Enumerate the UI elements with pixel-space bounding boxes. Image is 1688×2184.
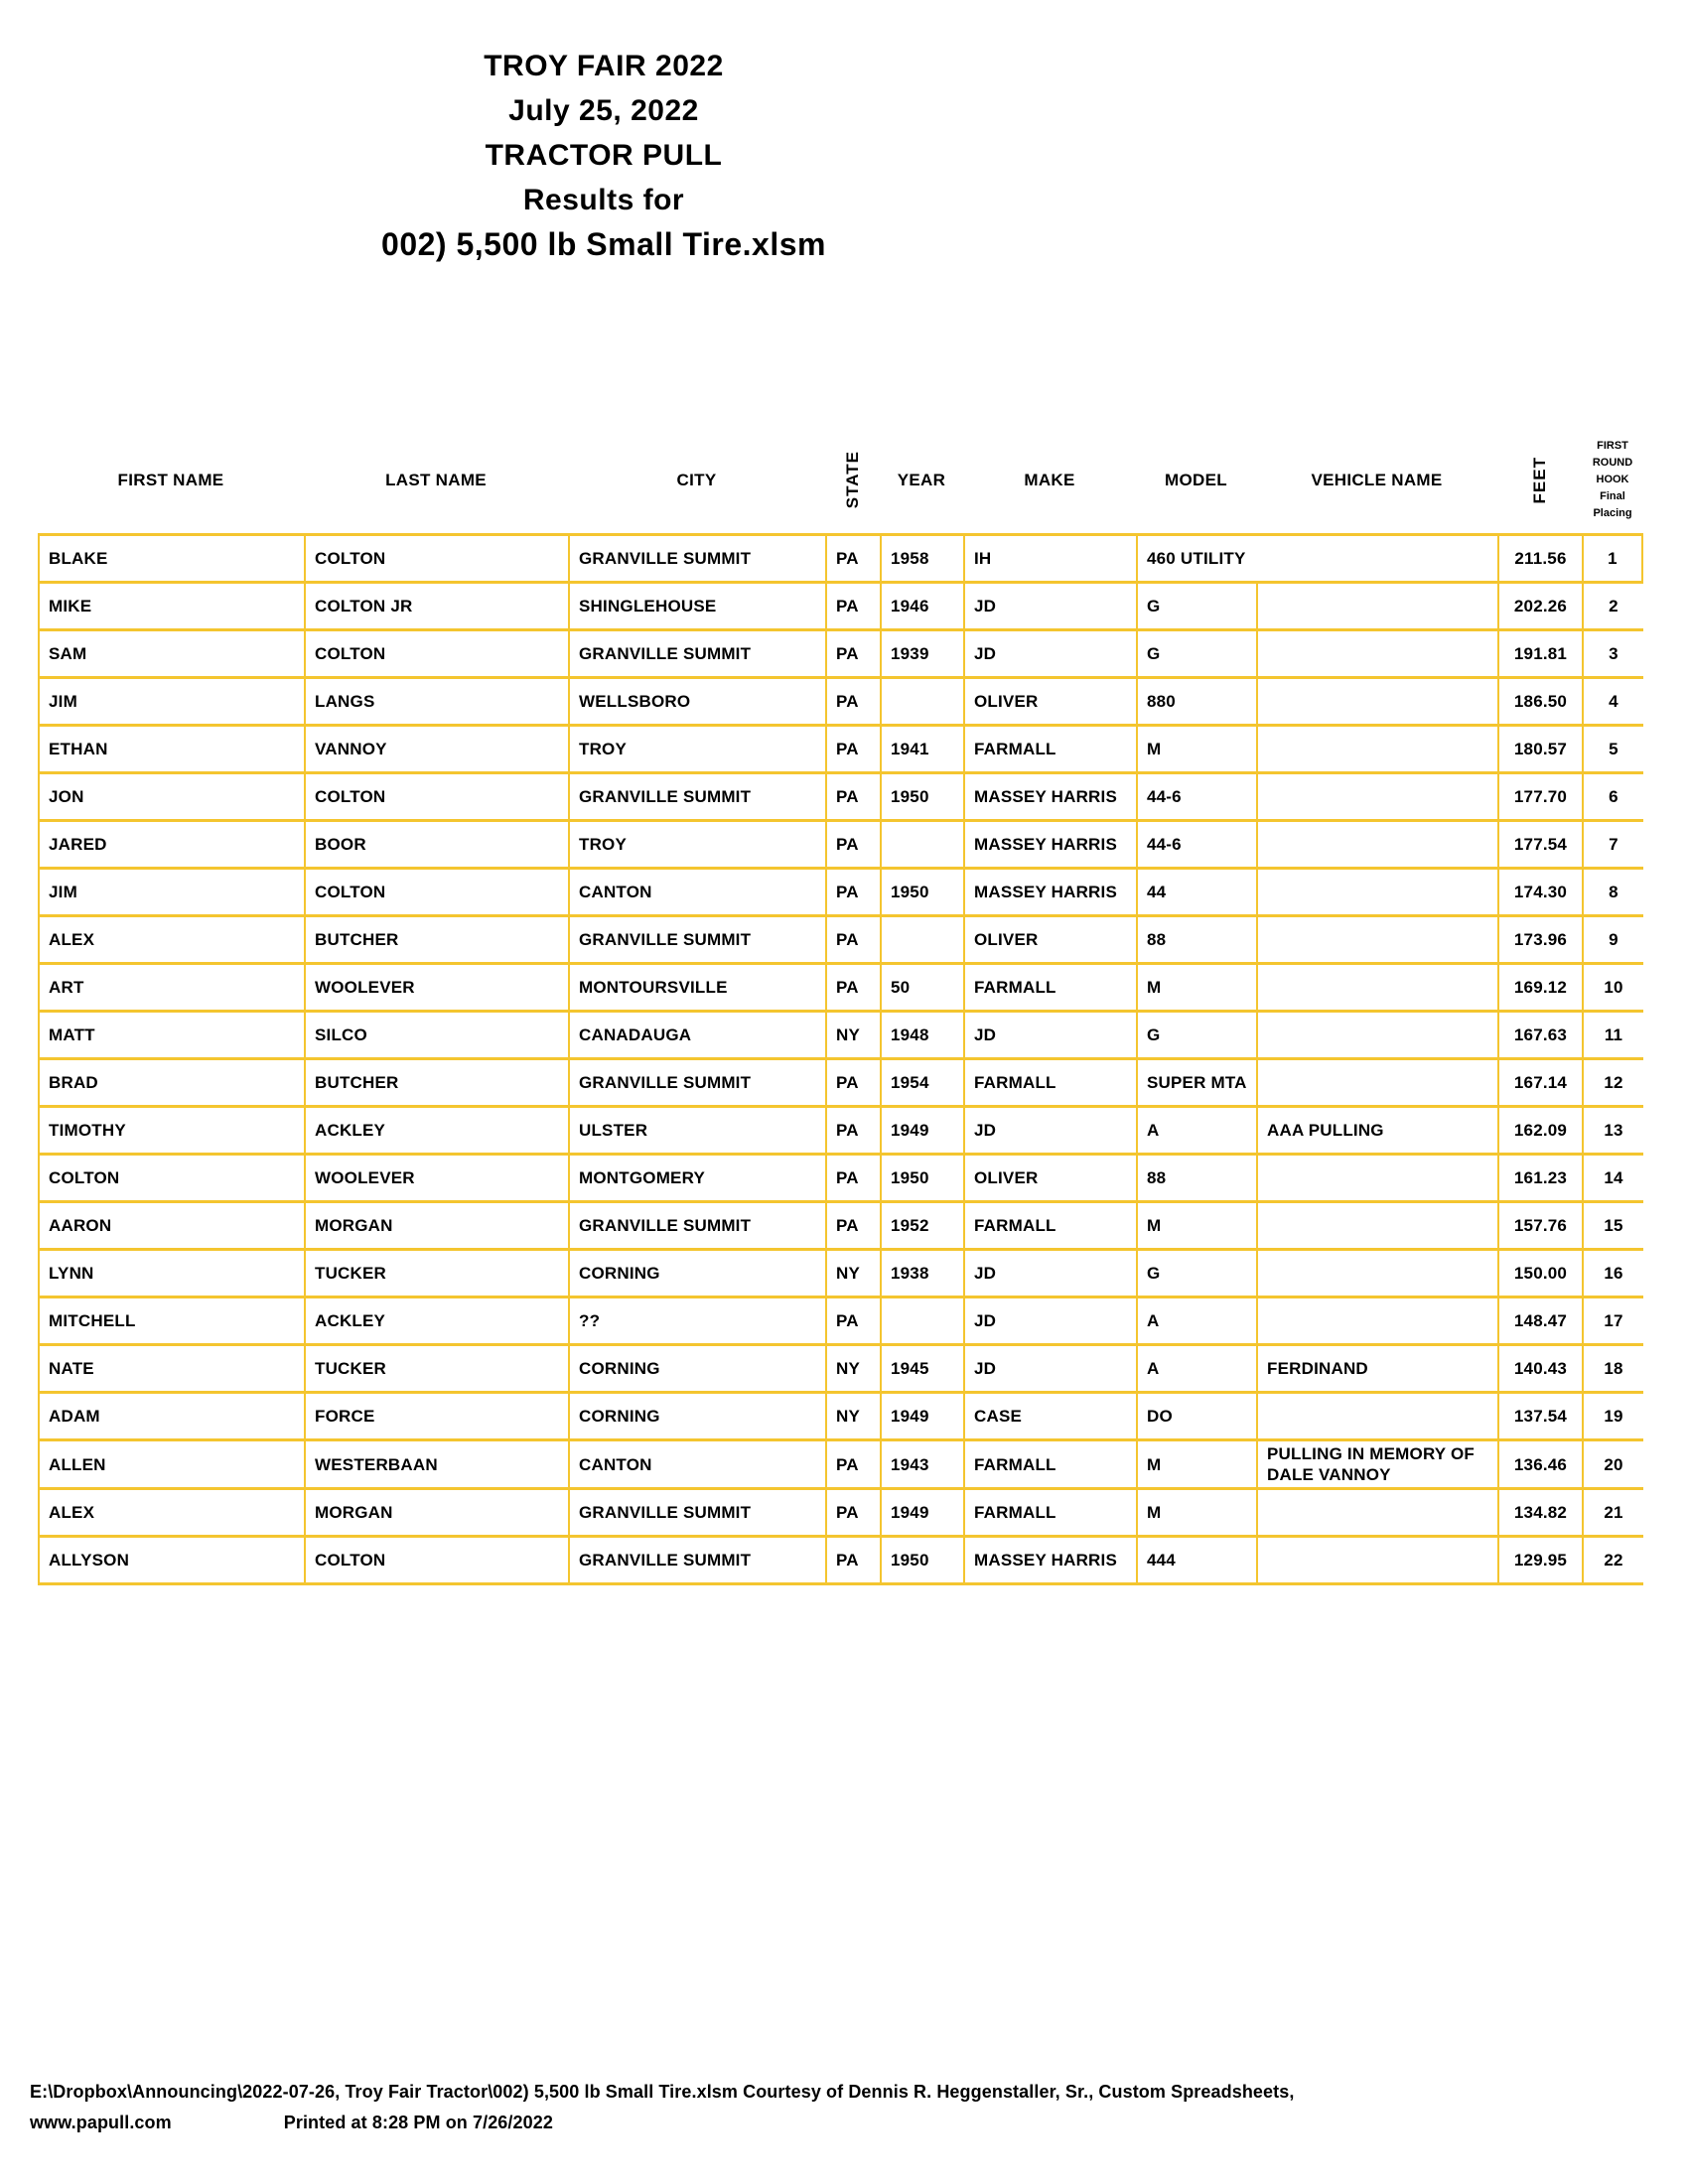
table-row [38, 1060, 1643, 1108]
cell-city: CORNING [568, 1346, 825, 1391]
cell-model: M [1136, 1490, 1256, 1535]
cell-city: CANTON [568, 870, 825, 914]
cell-city: GRANVILLE SUMMIT [568, 1538, 825, 1582]
cell-city: TROY [568, 822, 825, 867]
cell-place: 18 [1582, 1346, 1643, 1391]
cell-vehicle [1256, 584, 1497, 628]
cell-city: GRANVILLE SUMMIT [568, 1060, 825, 1105]
table-row [38, 822, 1643, 870]
cell-make: MASSEY HARRIS [963, 1538, 1136, 1582]
cell-year: 1948 [880, 1013, 963, 1057]
cell-city: SHINGLEHOUSE [568, 584, 825, 628]
cell-year: 1939 [880, 631, 963, 676]
cell-place: 5 [1582, 727, 1643, 771]
cell-vehicle [1256, 1298, 1497, 1343]
table-row [38, 870, 1643, 917]
cell-year: 1946 [880, 584, 963, 628]
table-row [38, 1490, 1643, 1538]
cell-city: GRANVILLE SUMMIT [568, 774, 825, 819]
cell-make: FARMALL [963, 727, 1136, 771]
cell-state: PA [825, 1203, 880, 1248]
hook-line-3: Final Placing [1593, 490, 1632, 519]
col-header-last-name: LAST NAME [385, 470, 487, 489]
cell-make: JD [963, 584, 1136, 628]
cell-vehicle [1256, 1203, 1497, 1248]
cell-feet: 129.95 [1497, 1538, 1582, 1582]
cell-year: 1958 [880, 536, 963, 581]
cell-last: TUCKER [304, 1346, 568, 1391]
table-row [38, 679, 1643, 727]
cell-last: COLTON [304, 870, 568, 914]
cell-city: CANADAUGA [568, 1013, 825, 1057]
cell-model: G [1136, 1251, 1256, 1296]
cell-place: 4 [1582, 679, 1643, 724]
cell-year [880, 822, 963, 867]
results-filename: 002) 5,500 lb Small Tire.xlsm [381, 226, 826, 262]
cell-state: PA [825, 679, 880, 724]
cell-year: 50 [880, 965, 963, 1010]
cell-state: PA [825, 822, 880, 867]
cell-make: IH [963, 536, 1136, 581]
cell-city: CORNING [568, 1394, 825, 1438]
cell-vehicle [1256, 917, 1497, 962]
cell-first: LYNN [38, 1251, 304, 1296]
cell-place: 20 [1582, 1441, 1643, 1487]
cell-make: JD [963, 1251, 1136, 1296]
cell-last: BOOR [304, 822, 568, 867]
cell-last: VANNOY [304, 727, 568, 771]
cell-year: 1949 [880, 1108, 963, 1153]
cell-make: FARMALL [963, 965, 1136, 1010]
cell-place: 3 [1582, 631, 1643, 676]
cell-feet: 177.70 [1497, 774, 1582, 819]
cell-place: 10 [1582, 965, 1643, 1010]
table-row [38, 1108, 1643, 1156]
cell-year: 1954 [880, 1060, 963, 1105]
cell-year: 1949 [880, 1394, 963, 1438]
table-row [38, 1251, 1643, 1298]
cell-last: WOOLEVER [304, 1156, 568, 1200]
cell-model: 88 [1136, 917, 1256, 962]
cell-year: 1949 [880, 1490, 963, 1535]
cell-city: GRANVILLE SUMMIT [568, 1203, 825, 1248]
cell-first: MITCHELL [38, 1298, 304, 1343]
cell-first: ALEX [38, 917, 304, 962]
cell-city: WELLSBORO [568, 679, 825, 724]
cell-feet: 186.50 [1497, 679, 1582, 724]
col-header-city: CITY [676, 470, 717, 489]
event-title: TROY FAIR 2022 [484, 50, 724, 82]
cell-state: NY [825, 1346, 880, 1391]
cell-feet: 137.54 [1497, 1394, 1582, 1438]
cell-vehicle [1256, 774, 1497, 819]
cell-city: MONTGOMERY [568, 1156, 825, 1200]
cell-place: 6 [1582, 774, 1643, 819]
cell-make: MASSEY HARRIS [963, 774, 1136, 819]
cell-first: ALLEN [38, 1441, 304, 1487]
cell-first: JIM [38, 679, 304, 724]
cell-state: PA [825, 870, 880, 914]
cell-first: BLAKE [38, 536, 304, 581]
cell-year [880, 917, 963, 962]
cell-year: 1938 [880, 1251, 963, 1296]
cell-model: M [1136, 1203, 1256, 1248]
cell-state: NY [825, 1013, 880, 1057]
hook-line-2: HOOK [1596, 474, 1629, 485]
cell-make: CASE [963, 1394, 1136, 1438]
cell-vehicle [1256, 1490, 1497, 1535]
cell-city: ?? [568, 1298, 825, 1343]
footer-website: www.papull.com [30, 2113, 172, 2132]
cell-feet: 169.12 [1497, 965, 1582, 1010]
table-row [38, 727, 1643, 774]
cell-state: NY [825, 1251, 880, 1296]
table-row [38, 1013, 1643, 1060]
cell-state: PA [825, 1108, 880, 1153]
cell-vehicle [1256, 870, 1497, 914]
cell-year: 1941 [880, 727, 963, 771]
col-header-vehicle-name: VEHICLE NAME [1311, 470, 1443, 489]
cell-model: A [1136, 1346, 1256, 1391]
cell-vehicle [1256, 727, 1497, 771]
cell-feet: 140.43 [1497, 1346, 1582, 1391]
cell-make: JD [963, 1298, 1136, 1343]
cell-first: JIM [38, 870, 304, 914]
cell-vehicle: AAA PULLING [1256, 1108, 1497, 1153]
cell-feet: 173.96 [1497, 917, 1582, 962]
cell-model: G [1136, 1013, 1256, 1057]
cell-last: COLTON [304, 631, 568, 676]
cell-model: G [1136, 584, 1256, 628]
cell-year: 1943 [880, 1441, 963, 1487]
cell-state: PA [825, 1060, 880, 1105]
table-header-row [38, 427, 1643, 533]
cell-state: PA [825, 1441, 880, 1487]
cell-place: 17 [1582, 1298, 1643, 1343]
table-row [38, 774, 1643, 822]
cell-state: PA [825, 1298, 880, 1343]
cell-last: ACKLEY [304, 1298, 568, 1343]
cell-first: ADAM [38, 1394, 304, 1438]
cell-first: NATE [38, 1346, 304, 1391]
cell-model: 44-6 [1136, 774, 1256, 819]
cell-city: CANTON [568, 1441, 825, 1487]
cell-feet: 136.46 [1497, 1441, 1582, 1487]
cell-state: NY [825, 1394, 880, 1438]
cell-model: M [1136, 965, 1256, 1010]
cell-last: WOOLEVER [304, 965, 568, 1010]
cell-feet: 157.76 [1497, 1203, 1582, 1248]
cell-place: 21 [1582, 1490, 1643, 1535]
cell-make: OLIVER [963, 917, 1136, 962]
cell-model: 44 [1136, 870, 1256, 914]
cell-model: A [1136, 1108, 1256, 1153]
col-header-state: STATE [842, 451, 862, 509]
cell-make: OLIVER [963, 1156, 1136, 1200]
cell-vehicle [1256, 1251, 1497, 1296]
cell-place: 9 [1582, 917, 1643, 962]
cell-feet: 177.54 [1497, 822, 1582, 867]
cell-model: M [1136, 727, 1256, 771]
event-type: TRACTOR PULL [485, 139, 723, 172]
cell-place: 16 [1582, 1251, 1643, 1296]
cell-last: MORGAN [304, 1203, 568, 1248]
cell-first: ART [38, 965, 304, 1010]
cell-state: PA [825, 917, 880, 962]
cell-place: 19 [1582, 1394, 1643, 1438]
cell-feet: 150.00 [1497, 1251, 1582, 1296]
table-row [38, 1394, 1643, 1441]
cell-first: ETHAN [38, 727, 304, 771]
cell-last: BUTCHER [304, 1060, 568, 1105]
cell-first: AARON [38, 1203, 304, 1248]
cell-first: MIKE [38, 584, 304, 628]
cell-last: FORCE [304, 1394, 568, 1438]
cell-last: BUTCHER [304, 917, 568, 962]
cell-city: MONTOURSVILLE [568, 965, 825, 1010]
cell-model: DO [1136, 1394, 1256, 1438]
cell-feet: 162.09 [1497, 1108, 1582, 1153]
cell-vehicle [1256, 965, 1497, 1010]
footer-filepath: E:\Dropbox\Announcing\2022-07-26, Troy Fair Tractor\002) 5,500 lb Small Tire.xlsm Courtesy of Dennis R. Heggenstaller, Sr., Custom Spreadsheets, [30, 2082, 1295, 2102]
cell-vehicle: PULLING IN MEMORY OF DALE VANNOY [1256, 1441, 1497, 1487]
cell-vehicle [1256, 631, 1497, 676]
col-header-feet: FEET [1529, 456, 1549, 504]
cell-feet: 191.81 [1497, 631, 1582, 676]
table-row [38, 1441, 1643, 1490]
cell-place: 13 [1582, 1108, 1643, 1153]
cell-first: MATT [38, 1013, 304, 1057]
hook-line-1: FIRST ROUND [1592, 440, 1633, 469]
cell-model: SUPER MTA [1136, 1060, 1256, 1105]
cell-first: ALEX [38, 1490, 304, 1535]
cell-feet: 180.57 [1497, 727, 1582, 771]
cell-place: 8 [1582, 870, 1643, 914]
cell-city: GRANVILLE SUMMIT [568, 631, 825, 676]
table-row [38, 584, 1643, 631]
cell-place: 12 [1582, 1060, 1643, 1105]
cell-model: 444 [1136, 1538, 1256, 1582]
cell-feet: 174.30 [1497, 870, 1582, 914]
cell-state: PA [825, 965, 880, 1010]
cell-make: JD [963, 1013, 1136, 1057]
cell-model: M [1136, 1441, 1256, 1487]
cell-place: 22 [1582, 1538, 1643, 1582]
footer-printed-timestamp: Printed at 8:28 PM on 7/26/2022 [283, 2113, 553, 2132]
cell-first: COLTON [38, 1156, 304, 1200]
cell-vehicle [1256, 1013, 1497, 1057]
cell-vehicle [1256, 822, 1497, 867]
cell-feet: 161.23 [1497, 1156, 1582, 1200]
cell-year: 1950 [880, 1156, 963, 1200]
cell-feet: 148.47 [1497, 1298, 1582, 1343]
table-row [38, 1203, 1643, 1251]
cell-city: GRANVILLE SUMMIT [568, 1490, 825, 1535]
cell-year: 1945 [880, 1346, 963, 1391]
cell-year [880, 679, 963, 724]
cell-make: OLIVER [963, 679, 1136, 724]
cell-state: PA [825, 774, 880, 819]
cell-feet: 167.63 [1497, 1013, 1582, 1057]
cell-state: PA [825, 1156, 880, 1200]
cell-first: SAM [38, 631, 304, 676]
cell-model: 460 UTILITY [1136, 536, 1497, 581]
title-block [0, 44, 1207, 267]
cell-feet: 167.14 [1497, 1060, 1582, 1105]
cell-state: PA [825, 631, 880, 676]
page-footer [30, 2077, 1678, 2138]
cell-vehicle [1256, 1538, 1497, 1582]
cell-make: MASSEY HARRIS [963, 870, 1136, 914]
cell-first: JON [38, 774, 304, 819]
cell-last: WESTERBAAN [304, 1441, 568, 1487]
cell-vehicle [1256, 1394, 1497, 1438]
cell-last: ACKLEY [304, 1108, 568, 1153]
cell-feet: 211.56 [1497, 536, 1582, 581]
cell-state: PA [825, 584, 880, 628]
cell-city: ULSTER [568, 1108, 825, 1153]
table-row [38, 965, 1643, 1013]
table-row [38, 1156, 1643, 1203]
col-header-final-placing [1582, 438, 1643, 522]
table-row [38, 917, 1643, 965]
cell-city: CORNING [568, 1251, 825, 1296]
cell-place: 11 [1582, 1013, 1643, 1057]
table-body [38, 533, 1643, 1585]
table-row [38, 1538, 1643, 1585]
cell-model: G [1136, 631, 1256, 676]
cell-make: FARMALL [963, 1060, 1136, 1105]
table-row [38, 536, 1643, 584]
results-table [38, 427, 1643, 1585]
cell-state: PA [825, 727, 880, 771]
table-row [38, 1298, 1643, 1346]
table-row [38, 631, 1643, 679]
cell-year: 1950 [880, 870, 963, 914]
cell-vehicle: FERDINAND [1256, 1346, 1497, 1391]
cell-feet: 202.26 [1497, 584, 1582, 628]
cell-last: TUCKER [304, 1251, 568, 1296]
cell-place: 15 [1582, 1203, 1643, 1248]
cell-last: COLTON [304, 536, 568, 581]
cell-vehicle [1256, 1060, 1497, 1105]
cell-place: 2 [1582, 584, 1643, 628]
cell-make: JD [963, 1346, 1136, 1391]
col-header-model: MODEL [1165, 470, 1227, 489]
cell-make: JD [963, 631, 1136, 676]
cell-first: BRAD [38, 1060, 304, 1105]
cell-last: COLTON JR [304, 584, 568, 628]
cell-last: MORGAN [304, 1490, 568, 1535]
cell-last: COLTON [304, 1538, 568, 1582]
cell-place: 1 [1582, 536, 1643, 581]
cell-make: FARMALL [963, 1203, 1136, 1248]
cell-state: PA [825, 1538, 880, 1582]
cell-first: ALLYSON [38, 1538, 304, 1582]
cell-model: 88 [1136, 1156, 1256, 1200]
cell-last: LANGS [304, 679, 568, 724]
cell-first: JARED [38, 822, 304, 867]
cell-feet: 134.82 [1497, 1490, 1582, 1535]
cell-city: GRANVILLE SUMMIT [568, 917, 825, 962]
footer-second-line [30, 2108, 1678, 2138]
cell-vehicle [1256, 1156, 1497, 1200]
cell-state: PA [825, 536, 880, 581]
col-header-year: YEAR [897, 470, 946, 489]
cell-make: JD [963, 1108, 1136, 1153]
cell-model: A [1136, 1298, 1256, 1343]
table-row [38, 1346, 1643, 1394]
cell-last: COLTON [304, 774, 568, 819]
cell-model: 44-6 [1136, 822, 1256, 867]
cell-place: 14 [1582, 1156, 1643, 1200]
col-header-make: MAKE [1024, 470, 1075, 489]
results-label: Results for [522, 184, 685, 216]
event-date: July 25, 2022 [508, 94, 699, 127]
cell-vehicle [1256, 679, 1497, 724]
cell-state: PA [825, 1490, 880, 1535]
cell-year: 1950 [880, 1538, 963, 1582]
cell-make: FARMALL [963, 1490, 1136, 1535]
cell-city: GRANVILLE SUMMIT [568, 536, 825, 581]
cell-last: SILCO [304, 1013, 568, 1057]
cell-make: MASSEY HARRIS [963, 822, 1136, 867]
cell-make: FARMALL [963, 1441, 1136, 1487]
cell-year [880, 1298, 963, 1343]
cell-model: 880 [1136, 679, 1256, 724]
col-header-first-name: FIRST NAME [117, 470, 224, 489]
cell-city: TROY [568, 727, 825, 771]
cell-year: 1950 [880, 774, 963, 819]
cell-first: TIMOTHY [38, 1108, 304, 1153]
cell-place: 7 [1582, 822, 1643, 867]
cell-year: 1952 [880, 1203, 963, 1248]
